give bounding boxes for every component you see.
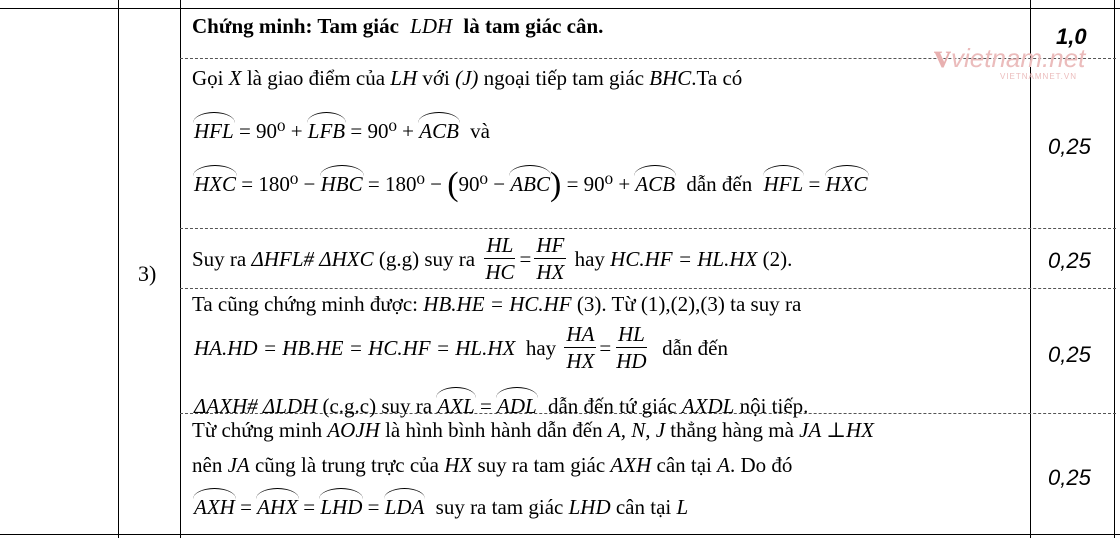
part3-score: 0,25 [1048, 342, 1091, 367]
part4-score: 0,25 [1048, 465, 1091, 490]
table-top-border [0, 8, 1120, 9]
row-separator [180, 228, 1116, 229]
table-bottom-border [0, 534, 1120, 535]
part4-line3: AXH = AHX = LHD = LDA suy ra tam giác LHD cân tại L [194, 495, 689, 519]
part3-line3: ΔAXH# ΔLDH (c.g.c) suy ra AXL = ADL dẫn đến tứ giác AXDL nội tiếp. [194, 394, 809, 418]
part2-line: Suy ra ΔHFL# ΔHXC (g.g) suy ra $\frac{HL}{HC}$ = $\frac{HF}{HX}$ hay HC.HF = HL.HX (2). [192, 233, 793, 284]
row-label: 3) [138, 261, 157, 286]
column-divider-4 [1114, 0, 1115, 538]
part2-score: 0,25 [1048, 248, 1091, 273]
part3-line2: HA.HD = HB.HE = HC.HF = HL.HX hay $\frac{HA}{HX}$ = $\frac{HL}{HD}$ dẫn đến [194, 322, 728, 373]
section-heading: Chứng minh: Tam giác LDH là tam giác cân. [192, 14, 604, 38]
part1-line1: Gọi X là giao điểm của LH với (J) ngoại tiếp tam giác BHC.Ta có [192, 66, 743, 90]
part1-line2: HFL = 90⁰ + LFB = 90⁰ + ACB và [194, 119, 490, 143]
row-separator [180, 288, 1116, 289]
part1-line3: HXC = 180⁰ − HBC = 180⁰ − (90⁰ − ABC) = 90⁰ + ACB dẫn đến HFL = HXC [194, 166, 868, 203]
part1-score: 0,25 [1048, 134, 1091, 159]
heading-score: 1,0 [1056, 24, 1087, 49]
part4-line2: nên JA cũng là trung trực của HX suy ra tam giác AXH cân tại A. Do đó [192, 453, 793, 477]
watermark-logo: vvietnam.net VIETNAMNET.VN [934, 38, 1086, 81]
column-divider-2 [180, 0, 181, 538]
part3-line1: Ta cũng chứng minh được: HB.HE = HC.HF (3). Từ (1),(2),(3) ta suy ra [192, 292, 802, 316]
column-divider-1 [118, 0, 119, 538]
part4-line1: Từ chứng minh AOJH là hình bình hành dẫn đến A, N, J thẳng hàng mà JA ⊥HX [192, 418, 874, 442]
